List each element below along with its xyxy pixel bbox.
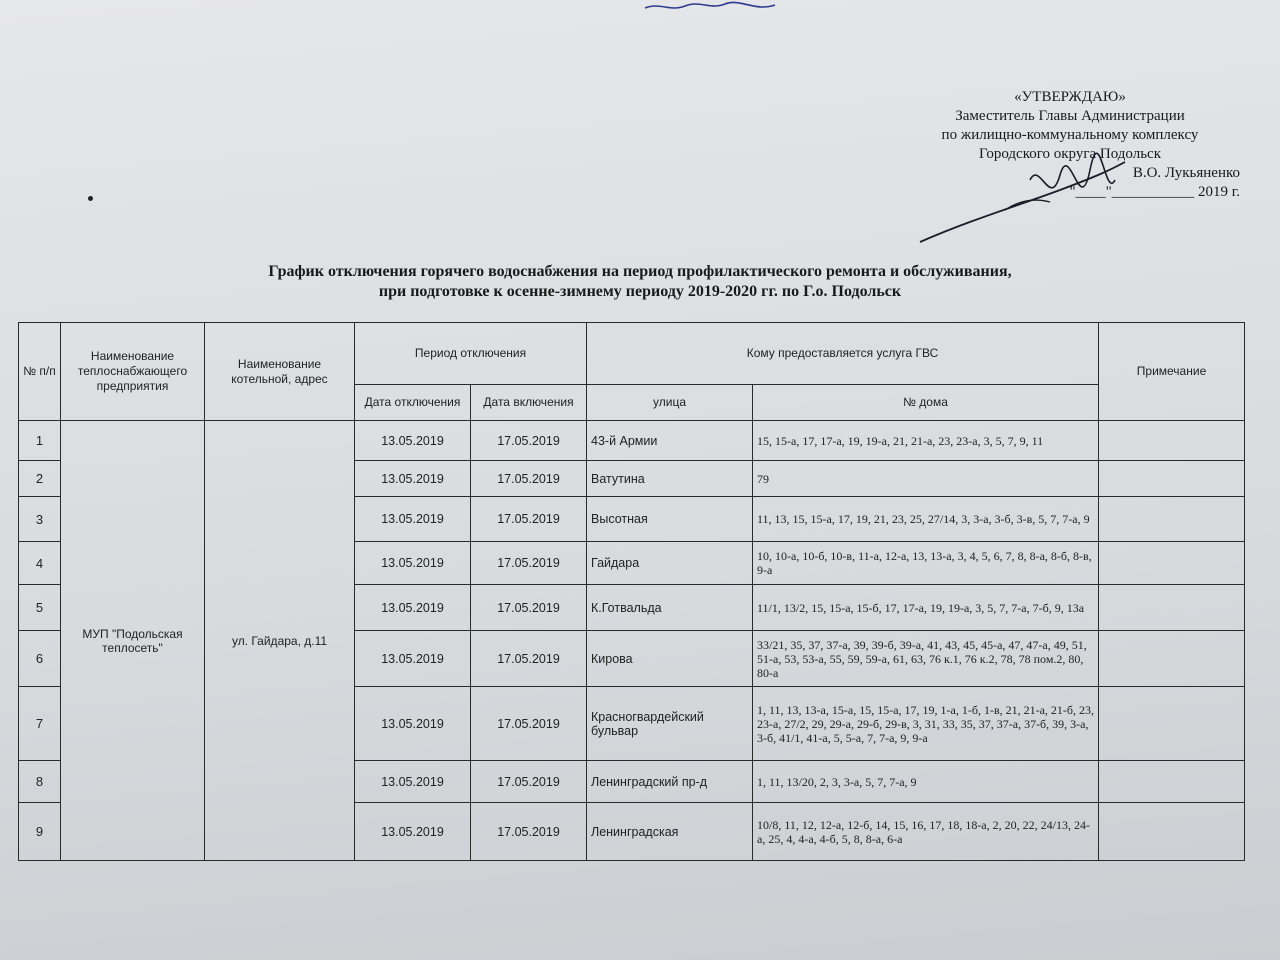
date-on-cell: 17.05.2019 bbox=[471, 585, 587, 631]
date-on-cell: 17.05.2019 bbox=[471, 803, 587, 861]
approval-signer: В.О. Лукьяненко bbox=[1132, 165, 1240, 181]
row-number: 5 bbox=[19, 585, 61, 631]
date-off-cell: 13.05.2019 bbox=[355, 631, 471, 687]
header-period: Период отключения bbox=[355, 323, 587, 385]
street-cell: Ленинградский пр-д bbox=[587, 761, 753, 803]
row-number: 6 bbox=[19, 631, 61, 687]
approval-date-line: "____"___________ 2019 г. bbox=[1069, 184, 1240, 200]
houses-cell: 15, 15-а, 17, 17-а, 19, 19-а, 21, 21-а, 23, 23-а, 3, 5, 7, 9, 11 bbox=[753, 421, 1099, 461]
header-house: № дома bbox=[753, 385, 1099, 421]
date-on-cell: 17.05.2019 bbox=[471, 631, 587, 687]
date-on-cell: 17.05.2019 bbox=[471, 421, 587, 461]
date-off-cell: 13.05.2019 bbox=[355, 461, 471, 497]
boiler-cell: ул. Гайдара, д.11 bbox=[205, 421, 355, 861]
note-cell bbox=[1099, 803, 1245, 861]
document-title bbox=[150, 262, 1130, 302]
row-number: 7 bbox=[19, 687, 61, 761]
date-off-cell: 13.05.2019 bbox=[355, 687, 471, 761]
street-cell: Гайдара bbox=[587, 542, 753, 585]
date-on-cell: 17.05.2019 bbox=[471, 687, 587, 761]
houses-cell: 10/8, 11, 12, 12-а, 12-б, 14, 15, 16, 17, 18, 18-а, 2, 20, 22, 24/13, 24-а, 25, 4, 4-а, 4-б, 5, 8, 8-а, 6-а bbox=[753, 803, 1099, 861]
note-cell bbox=[1099, 542, 1245, 585]
houses-cell: 11, 13, 15, 15-а, 17, 19, 21, 23, 25, 27/14, 3, 3-а, 3-б, 3-в, 5, 7, 7-а, 9 bbox=[753, 497, 1099, 542]
note-cell bbox=[1099, 761, 1245, 803]
street-cell: Ленинградская bbox=[587, 803, 753, 861]
row-number: 8 bbox=[19, 761, 61, 803]
header-boiler: Наименование котельной, адрес bbox=[205, 323, 355, 421]
approval-line-3: Городского округа Подольск bbox=[978, 146, 1162, 162]
date-off-cell: 13.05.2019 bbox=[355, 497, 471, 542]
street-cell: Высотная bbox=[587, 497, 753, 542]
houses-cell: 1, 11, 13/20, 2, 3, 3-а, 5, 7, 7-а, 9 bbox=[753, 761, 1099, 803]
title-line-2: при подготовке к осенне-зимнему периоду 2019-2020 гг. по Г.о. Подольск bbox=[378, 283, 902, 300]
header-service: Кому предоставляется услуга ГВС bbox=[587, 323, 1099, 385]
approval-line-2: по жилищно-коммунальному комплексу bbox=[941, 127, 1199, 143]
houses-cell: 10, 10-а, 10-б, 10-в, 11-а, 12-а, 13, 13-а, 3, 4, 5, 6, 7, 8, 8-а, 8-б, 8-в, 9-а bbox=[753, 542, 1099, 585]
supplier-cell: МУП "Подольская теплосеть" bbox=[61, 421, 205, 861]
row-number: 2 bbox=[19, 461, 61, 497]
note-cell bbox=[1099, 585, 1245, 631]
houses-cell: 33/21, 35, 37, 37-а, 39, 39-б, 39-а, 41, 43, 45, 45-а, 47, 47-а, 49, 51, 51-а, 53, 53-а, 55, 59, 59-а, 61, 63, 76 к.1, 76 к.2, 78, 78 пом.2, 80, 80-а bbox=[753, 631, 1099, 687]
note-cell bbox=[1099, 687, 1245, 761]
approval-block bbox=[900, 88, 1240, 202]
date-on-cell: 17.05.2019 bbox=[471, 542, 587, 585]
approval-line-1: Заместитель Главы Администрации bbox=[955, 108, 1185, 124]
date-on-cell: 17.05.2019 bbox=[471, 461, 587, 497]
header-supplier: Наименование теплоснабжающего предприятия bbox=[61, 323, 205, 421]
street-cell: К.Готвальда bbox=[587, 585, 753, 631]
street-cell: 43-й Армии bbox=[587, 421, 753, 461]
note-cell bbox=[1099, 631, 1245, 687]
date-off-cell: 13.05.2019 bbox=[355, 421, 471, 461]
note-cell bbox=[1099, 421, 1245, 461]
street-cell: Красногвардейский бульвар bbox=[587, 687, 753, 761]
street-cell: Ватутина bbox=[587, 461, 753, 497]
note-cell bbox=[1099, 497, 1245, 542]
houses-cell: 11/1, 13/2, 15, 15-а, 15-б, 17, 17-а, 19, 19-а, 3, 5, 7, 7-а, 7-б, 9, 13а bbox=[753, 585, 1099, 631]
schedule-table bbox=[18, 322, 1245, 861]
date-off-cell: 13.05.2019 bbox=[355, 803, 471, 861]
note-cell bbox=[1099, 461, 1245, 497]
header-date-off: Дата отключения bbox=[355, 385, 471, 421]
row-number: 4 bbox=[19, 542, 61, 585]
header-note: Примечание bbox=[1099, 323, 1245, 421]
header-row-1 bbox=[19, 323, 1245, 385]
header-num: № п/п bbox=[19, 323, 61, 421]
date-off-cell: 13.05.2019 bbox=[355, 542, 471, 585]
header-street: улица bbox=[587, 385, 753, 421]
row-number: 3 bbox=[19, 497, 61, 542]
date-on-cell: 17.05.2019 bbox=[471, 497, 587, 542]
title-line-1: График отключения горячего водоснабжения на период профилактического ремонта и обслуживания, bbox=[268, 263, 1012, 280]
date-off-cell: 13.05.2019 bbox=[355, 585, 471, 631]
approval-heading: «УТВЕРЖДАЮ» bbox=[1014, 89, 1126, 105]
handwritten-mark bbox=[640, 0, 780, 14]
houses-cell: 1, 11, 13, 13-а, 15-а, 15, 15-а, 17, 19, 1-а, 1-б, 1-в, 21, 21-а, 21-б, 23, 23-а, 27/2, 29, 29-а, 29-б, 29-в, 3, 31, 33, 35, 37, 37-а, 37-б, 39, 3-а, 3-б, 41/1, 41-а, 5, 5-а, 7, 7-а, 9, 9-а bbox=[753, 687, 1099, 761]
header-date-on: Дата включения bbox=[471, 385, 587, 421]
street-cell: Кирова bbox=[587, 631, 753, 687]
table-row bbox=[19, 421, 1245, 461]
stray-dot bbox=[88, 196, 93, 201]
houses-cell: 79 bbox=[753, 461, 1099, 497]
date-off-cell: 13.05.2019 bbox=[355, 761, 471, 803]
row-number: 1 bbox=[19, 421, 61, 461]
row-number: 9 bbox=[19, 803, 61, 861]
date-on-cell: 17.05.2019 bbox=[471, 761, 587, 803]
